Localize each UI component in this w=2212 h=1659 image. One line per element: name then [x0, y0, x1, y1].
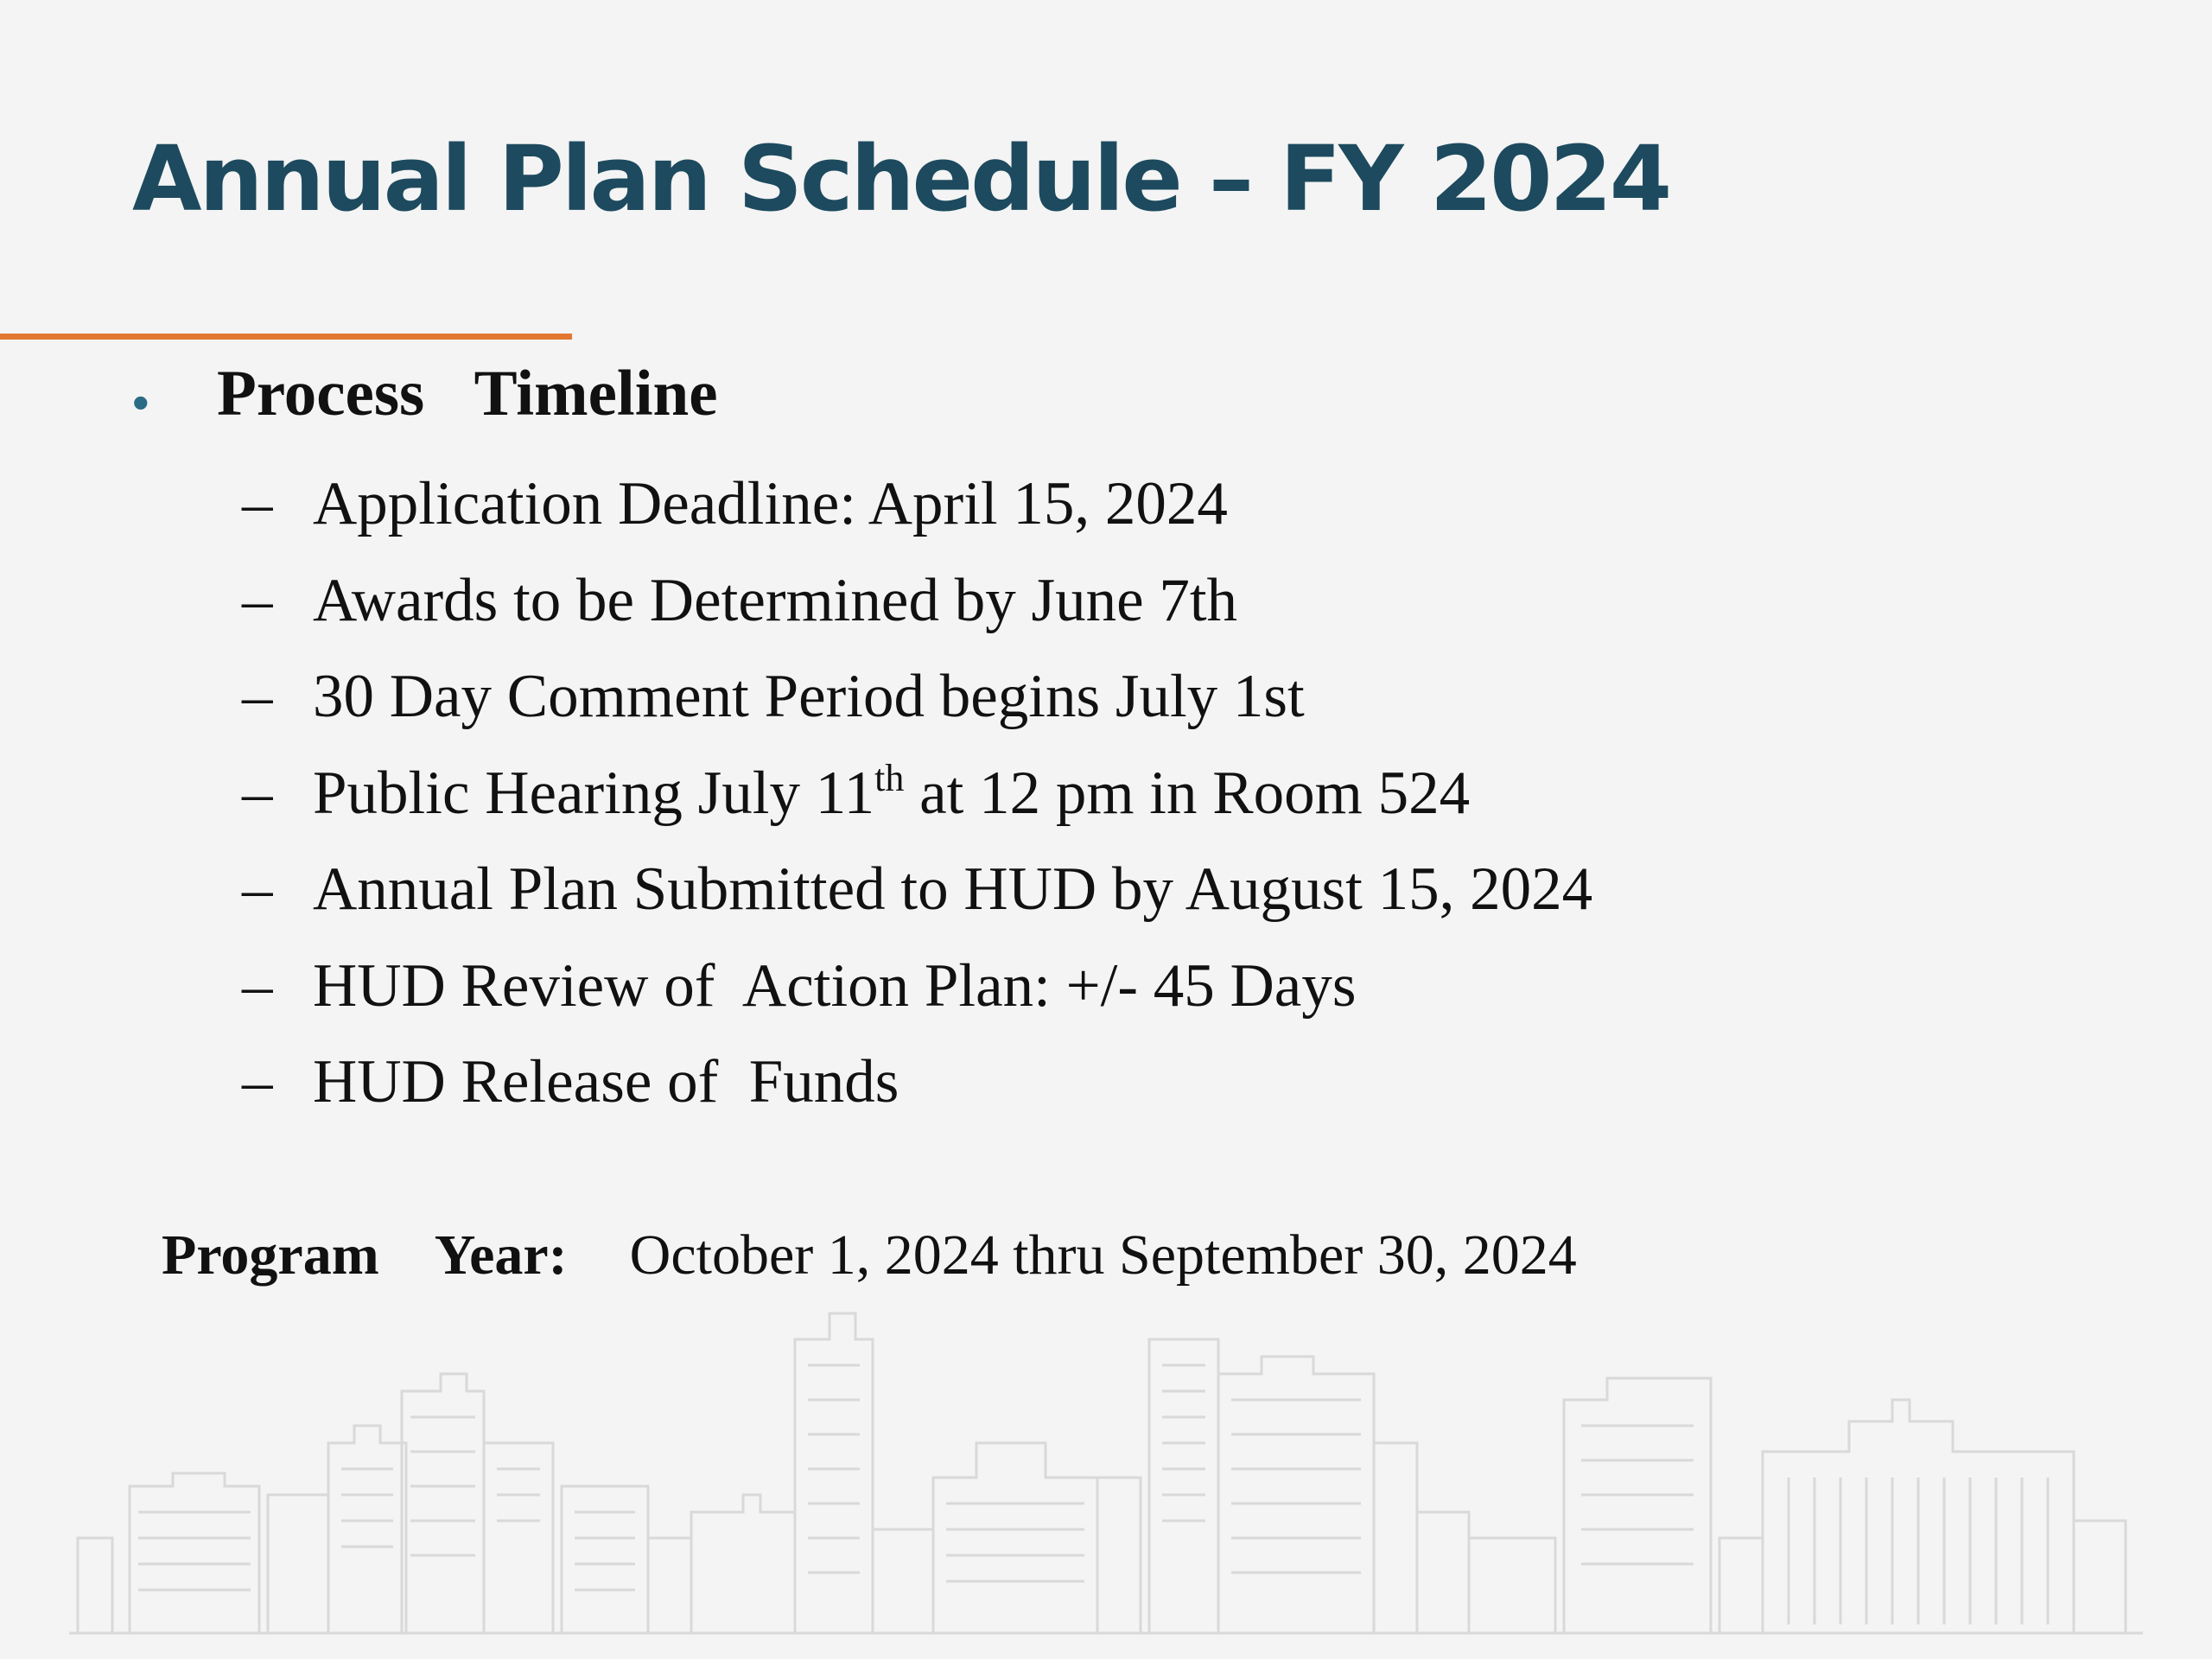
dash-icon: –	[242, 470, 273, 537]
timeline-text: Application Deadline: April 15, 2024	[313, 470, 1228, 537]
timeline-text-after: at 12 pm in Room 524	[904, 759, 1471, 827]
dash-icon: –	[242, 855, 273, 923]
dash-icon: –	[242, 1048, 273, 1116]
dash-icon: –	[242, 566, 273, 634]
bullet-icon: •	[132, 375, 149, 429]
program-year-value: October 1, 2024 thru September 30, 2024	[629, 1224, 1577, 1287]
dash-icon: –	[242, 663, 273, 730]
timeline-text-before: Public Hearing July 11	[313, 759, 875, 827]
dash-icon: –	[242, 759, 273, 827]
timeline-text	[313, 758, 1470, 829]
page-title: Annual Plan Schedule – FY 2024	[132, 126, 1670, 232]
city-skyline-icon	[0, 1279, 2212, 1659]
dash-icon: –	[242, 951, 273, 1020]
timeline-text: HUD Review of Action Plan: +/- 45 Days	[313, 951, 1357, 1020]
bullet-label: Process Timeline	[217, 358, 718, 429]
title-underline	[0, 334, 572, 340]
timeline-text: HUD Release of Funds	[313, 1048, 899, 1116]
program-year	[162, 1224, 1577, 1287]
timeline-text: Awards to be Determined by June 7th	[313, 566, 1238, 634]
timeline-text: Annual Plan Submitted to HUD by August 15, 2024	[313, 855, 1593, 923]
timeline-text: 30 Day Comment Period begins July 1st	[313, 663, 1305, 730]
ordinal-suffix: th	[874, 756, 905, 799]
program-year-label: Program Year:	[162, 1224, 568, 1287]
